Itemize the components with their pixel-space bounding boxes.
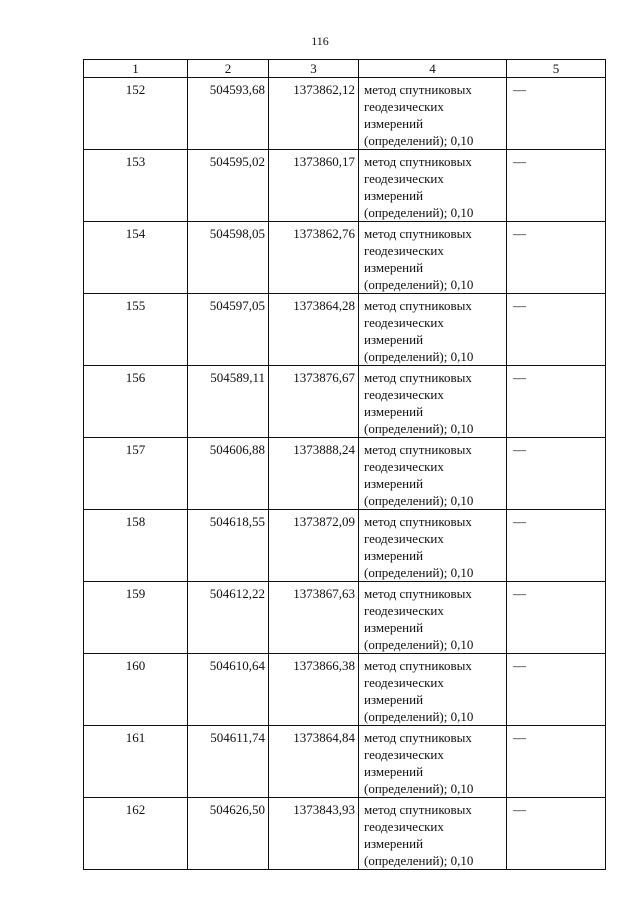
coord-x-cell: 504606,88 — [188, 438, 269, 510]
table-row — [84, 222, 606, 294]
method-line: геодезических — [364, 99, 444, 114]
header-col-5: 5 — [507, 60, 606, 78]
method-cell — [359, 438, 507, 510]
coord-y-cell: 1373866,38 — [269, 654, 359, 726]
table-row — [84, 510, 606, 582]
method-cell — [359, 294, 507, 366]
note-cell: — — [507, 294, 606, 366]
method-line: измерений — [364, 116, 424, 131]
method-line: измерений — [364, 836, 424, 851]
table-body — [84, 78, 606, 870]
method-line: метод спутниковых — [364, 82, 472, 97]
table-row — [84, 582, 606, 654]
coord-x-cell: 504593,68 — [188, 78, 269, 150]
coord-y-cell: 1373867,63 — [269, 582, 359, 654]
method-cell — [359, 366, 507, 438]
method-line: измерений — [364, 548, 424, 563]
header-col-1: 1 — [84, 60, 188, 78]
method-line: геодезических — [364, 531, 444, 546]
method-line: метод спутниковых — [364, 226, 472, 241]
method-line: (определений); 0,10 — [364, 205, 474, 220]
method-line: геодезических — [364, 675, 444, 690]
note-cell: — — [507, 798, 606, 870]
method-line: геодезических — [364, 747, 444, 762]
method-line: измерений — [364, 188, 424, 203]
method-line: метод спутниковых — [364, 154, 472, 169]
method-line: измерений — [364, 404, 424, 419]
note-cell: — — [507, 78, 606, 150]
method-line: (определений); 0,10 — [364, 277, 474, 292]
header-col-2: 2 — [188, 60, 269, 78]
method-line: измерений — [364, 764, 424, 779]
table-row — [84, 294, 606, 366]
table-header-row — [84, 60, 606, 78]
point-number-cell: 152 — [84, 78, 188, 150]
table-row — [84, 366, 606, 438]
coord-y-cell: 1373864,28 — [269, 294, 359, 366]
method-line: геодезических — [364, 819, 444, 834]
table-row — [84, 150, 606, 222]
method-cell — [359, 726, 507, 798]
table-row — [84, 798, 606, 870]
coord-y-cell: 1373862,76 — [269, 222, 359, 294]
note-cell: — — [507, 222, 606, 294]
note-cell: — — [507, 366, 606, 438]
note-cell: — — [507, 150, 606, 222]
method-line: геодезических — [364, 387, 444, 402]
note-cell: — — [507, 654, 606, 726]
coord-x-cell: 504589,11 — [188, 366, 269, 438]
coord-y-cell: 1373876,67 — [269, 366, 359, 438]
note-cell: — — [507, 582, 606, 654]
method-line: геодезических — [364, 459, 444, 474]
table-row — [84, 438, 606, 510]
header-col-3: 3 — [269, 60, 359, 78]
method-line: метод спутниковых — [364, 802, 472, 817]
coord-x-cell: 504611,74 — [188, 726, 269, 798]
note-cell: — — [507, 726, 606, 798]
method-line: измерений — [364, 692, 424, 707]
coordinates-table — [83, 59, 606, 870]
method-line: (определений); 0,10 — [364, 853, 474, 868]
method-cell — [359, 582, 507, 654]
coord-y-cell: 1373888,24 — [269, 438, 359, 510]
coord-y-cell: 1373862,12 — [269, 78, 359, 150]
method-cell — [359, 222, 507, 294]
method-line: геодезических — [364, 243, 444, 258]
point-number-cell: 161 — [84, 726, 188, 798]
point-number-cell: 159 — [84, 582, 188, 654]
method-cell — [359, 798, 507, 870]
coord-x-cell: 504618,55 — [188, 510, 269, 582]
method-cell — [359, 510, 507, 582]
note-cell: — — [507, 510, 606, 582]
method-cell — [359, 150, 507, 222]
note-cell: — — [507, 438, 606, 510]
method-line: метод спутниковых — [364, 730, 472, 745]
header-col-4: 4 — [359, 60, 507, 78]
coord-x-cell: 504595,02 — [188, 150, 269, 222]
method-cell — [359, 654, 507, 726]
coord-x-cell: 504610,64 — [188, 654, 269, 726]
method-line: измерений — [364, 476, 424, 491]
method-line: (определений); 0,10 — [364, 421, 474, 436]
method-line: измерений — [364, 260, 424, 275]
coord-x-cell: 504612,22 — [188, 582, 269, 654]
method-line: (определений); 0,10 — [364, 709, 474, 724]
coord-y-cell: 1373864,84 — [269, 726, 359, 798]
method-line: метод спутниковых — [364, 586, 472, 601]
point-number-cell: 157 — [84, 438, 188, 510]
point-number-cell: 158 — [84, 510, 188, 582]
coord-y-cell: 1373872,09 — [269, 510, 359, 582]
method-line: геодезических — [364, 603, 444, 618]
method-line: метод спутниковых — [364, 370, 472, 385]
point-number-cell: 155 — [84, 294, 188, 366]
coord-y-cell: 1373860,17 — [269, 150, 359, 222]
method-line: (определений); 0,10 — [364, 349, 474, 364]
method-line: (определений); 0,10 — [364, 133, 474, 148]
method-line: метод спутниковых — [364, 514, 472, 529]
table-row — [84, 654, 606, 726]
point-number-cell: 162 — [84, 798, 188, 870]
point-number-cell: 156 — [84, 366, 188, 438]
table-row — [84, 726, 606, 798]
coord-x-cell: 504626,50 — [188, 798, 269, 870]
coord-y-cell: 1373843,93 — [269, 798, 359, 870]
method-line: метод спутниковых — [364, 298, 472, 313]
method-cell — [359, 78, 507, 150]
method-line: (определений); 0,10 — [364, 637, 474, 652]
method-line: (определений); 0,10 — [364, 493, 474, 508]
method-line: метод спутниковых — [364, 442, 472, 457]
method-line: (определений); 0,10 — [364, 781, 474, 796]
method-line: (определений); 0,10 — [364, 565, 474, 580]
method-line: геодезических — [364, 315, 444, 330]
point-number-cell: 160 — [84, 654, 188, 726]
page-number: 116 — [311, 34, 329, 48]
coord-x-cell: 504598,05 — [188, 222, 269, 294]
point-number-cell: 153 — [84, 150, 188, 222]
point-number-cell: 154 — [84, 222, 188, 294]
method-line: геодезических — [364, 171, 444, 186]
coord-x-cell: 504597,05 — [188, 294, 269, 366]
method-line: измерений — [364, 332, 424, 347]
method-line: измерений — [364, 620, 424, 635]
table-row — [84, 78, 606, 150]
method-line: метод спутниковых — [364, 658, 472, 673]
